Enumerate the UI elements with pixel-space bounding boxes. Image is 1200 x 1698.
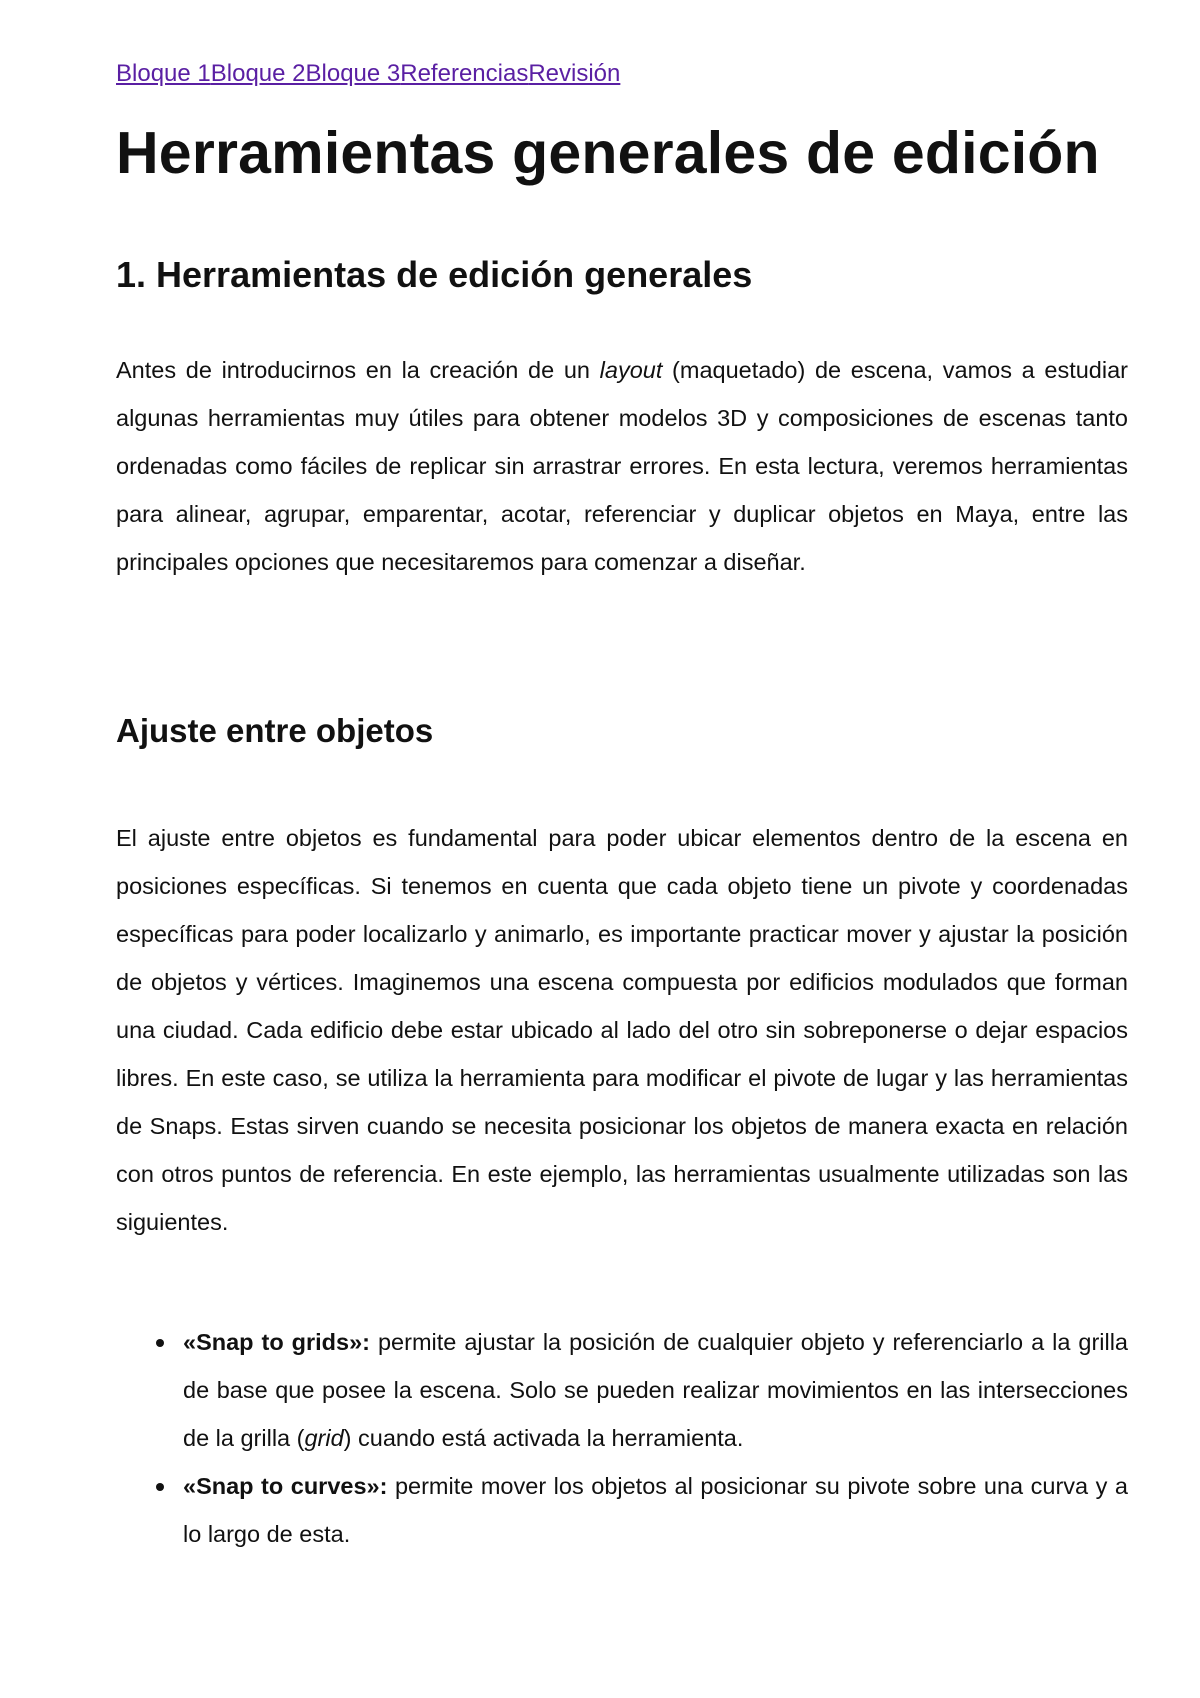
- bullet-icon: [156, 1339, 164, 1347]
- nav-link-bloque-2[interactable]: Bloque 2: [210, 60, 306, 87]
- list-item-text: permite ajustar la posición de cualquier objeto y referenciarlo a la grilla de base que posee la escena. Solo se pueden realizar movimientos en las intersecciones de la grilla (: [183, 1329, 1128, 1451]
- section-heading-herramientas: 1. Herramientas de edición generales: [116, 254, 753, 295]
- page-title: Herramientas generales de edición: [116, 120, 1100, 186]
- ajuste-paragraph: El ajuste entre objetos es fundamental para poder ubicar elementos dentro de la escena en posiciones específicas. Si tenemos en cuenta que cada objeto tiene un pivote y coordenadas específicas para poder localizarlo y animarlo, es importante practicar mover y ajustar la posición de objetos y vértices. Imaginemos una escena compuesta por edificios modulados que forman una ciudad. Cada edificio debe estar ubicado al lado del otro sin sobreponerse o dejar espacios libres. En este caso, se utiliza la herramienta para modificar el pivote de lugar y las herramientas de Snaps. Estas sirven cuando se necesita posicionar los objetos de manera exacta en relación con otros puntos de referencia. En este ejemplo, las herramientas usualmente utilizadas son las siguientes.: [116, 825, 1128, 1235]
- list-item-text: permite mover los objetos al posicionar su pivote sobre una curva y a lo largo de esta.: [183, 1473, 1128, 1547]
- intro-italic-term: layout: [599, 357, 663, 383]
- intro-text-end: (maquetado) de escena, vamos a estudiar algunas herramientas muy útiles para obtener modelos 3D y composiciones de escenas tanto ordenadas como fáciles de replicar sin arrastrar errores. En esta lectura, veremos herramientas para alinear, agrupar, emparentar, acotar, referenciar y duplicar objetos en Maya, entre las principales opciones que necesitaremos para comenzar a diseñar.: [116, 357, 1128, 575]
- snap-tools-list: [116, 1318, 1128, 1558]
- intro-paragraph: [116, 346, 1128, 586]
- nav-link-bloque-3[interactable]: Bloque 3: [305, 60, 401, 87]
- list-item-snap-to-grids: [116, 1318, 1128, 1462]
- intro-text-start: Antes de introducirnos en la creación de un: [116, 357, 600, 383]
- list-item-term: «Snap to grids»:: [183, 1329, 371, 1355]
- bullet-icon: [156, 1483, 164, 1491]
- list-item-text-end: ) cuando está activada la herramienta.: [343, 1425, 744, 1451]
- list-item-italic: grid: [304, 1425, 344, 1451]
- list-item-term: «Snap to curves»:: [183, 1473, 388, 1499]
- nav-link-referencias[interactable]: Referencias: [400, 60, 529, 87]
- nav-link-revision[interactable]: Revisión: [528, 60, 621, 87]
- nav-link-bloque-1[interactable]: Bloque 1: [116, 60, 211, 87]
- list-item-snap-to-curves: [116, 1462, 1128, 1558]
- section-heading-ajuste: Ajuste entre objetos: [116, 712, 434, 749]
- block-navigation: [116, 58, 620, 90]
